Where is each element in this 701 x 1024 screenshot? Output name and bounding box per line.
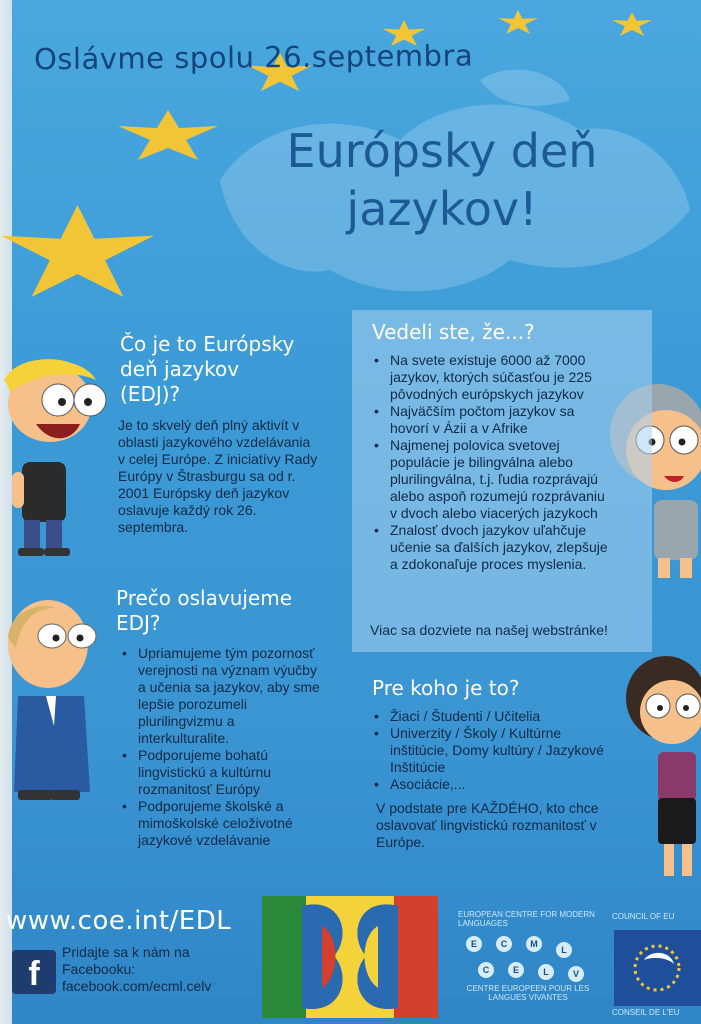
council-of-europe-logo xyxy=(612,912,701,1018)
website-link[interactable]: www.coe.int/EDL xyxy=(6,906,232,936)
coe-flag-icon xyxy=(614,930,701,1006)
list-item: • Podporujeme bohatú lingvistickú a kultúrnu rozmanitosť Európy xyxy=(116,747,326,798)
star-icon xyxy=(606,12,658,36)
page-title: Európsky deň jazykov! xyxy=(286,124,598,236)
list-item: • Žiaci / Študenti / Učitelia xyxy=(368,708,608,725)
subtitle: Oslávme spolu 26.septembra xyxy=(33,38,474,77)
coe-top-text: COUNCIL OF EU xyxy=(612,912,675,921)
vedeli-more: Viac sa dozviete na našej webstránke! xyxy=(370,622,608,638)
list-item: • Najmenej polovica svetovej populácie je bilingválna alebo plurilingválna, t.j. ľudia rozprávajú alebo aspoň rozumejú rozprávaniu v dvoch alebo viacerých jazykoch xyxy=(368,437,608,522)
facebook-text: Pridajte sa k nám na Facebooku: facebook.com/ecml.celv xyxy=(62,944,212,994)
coe-bottom-text: CONSEIL DE L'EU xyxy=(612,1008,680,1017)
ecml-bottom-text: CENTRE EUROPEEN POUR LES LANGUES VIVANTES xyxy=(466,984,590,1002)
ecml-letter: V xyxy=(568,966,584,982)
list-item: • Najväčším počtom jazykov sa hovorí v Ázii a v Afrike xyxy=(368,403,608,437)
ecml-letter: M xyxy=(526,936,542,952)
ecml-letter: E xyxy=(466,936,482,952)
ecml-letter: C xyxy=(478,962,494,978)
ecml-top-text: EUROPEAN CENTRE FOR MODERN LANGUAGES xyxy=(458,910,595,928)
ecml-logo xyxy=(458,910,598,1010)
list-item: • Univerzity / Školy / Kultúrne inštitúcie, Domy kultúry / Jazykové Inštitúcie xyxy=(368,725,608,776)
ecml-letter: L xyxy=(538,964,554,980)
list-item: • Asociácie,... xyxy=(368,776,608,793)
vedeli-list xyxy=(368,352,608,573)
ecml-letter: E xyxy=(508,962,524,978)
preco-list xyxy=(116,645,326,849)
list-item: • Upriamujeme tým pozornosť verejnosti na význam výučby a učenia sa jazykov, aby sme lepšie porozumeli plurilingvizmu a interkulturalite. xyxy=(116,645,326,747)
star-icon xyxy=(118,110,218,160)
list-item: • Na svete existuje 6000 až 7000 jazykov, ktorých súčasťou je 225 pôvodných európskych jazykov xyxy=(368,352,608,403)
prekoho-heading: Pre koho je to? xyxy=(372,676,520,700)
ecml-letters xyxy=(458,928,598,984)
old-man-character-icon xyxy=(0,596,106,810)
edj-heading: Čo je to Európsky deň jazykov (EDJ)? xyxy=(120,332,295,406)
star-icon xyxy=(492,10,544,34)
prekoho-list xyxy=(368,708,608,793)
vedeli-heading: Vedeli ste, že...? xyxy=(372,320,535,344)
boy-character-icon xyxy=(0,352,116,558)
faces-logo-icon xyxy=(262,896,438,1018)
girl-character-icon xyxy=(622,648,701,884)
prekoho-note: V podstate pre KAŽDÉHO, kto chce oslavovať lingvistickú rozmanitosť v Európe. xyxy=(376,800,599,850)
list-item: • Podporujeme školské a mimoškolské celoživotné jazykové vzdelávanie xyxy=(116,798,326,849)
facebook-icon[interactable]: f xyxy=(12,950,56,994)
star-icon xyxy=(0,205,155,297)
list-item: • Znalosť dvoch jazykov uľahčuje učenie sa ďalších jazykov, zlepšuje a zdokonaľuje proces myslenia. xyxy=(368,522,608,573)
edj-text: Je to skvelý deň plný aktivít v oblasti jazykového vzdelávania v celej Európe. Z iniciatívy Rady Európy v Štrasburgu sa od r. 2001 Európsky deň jazykov oslavuje každý rok 26. septembra. xyxy=(118,417,318,535)
preco-heading: Prečo oslavujeme EDJ? xyxy=(116,586,293,635)
ecml-letter: L xyxy=(556,942,572,958)
ecml-letter: C xyxy=(496,936,512,952)
